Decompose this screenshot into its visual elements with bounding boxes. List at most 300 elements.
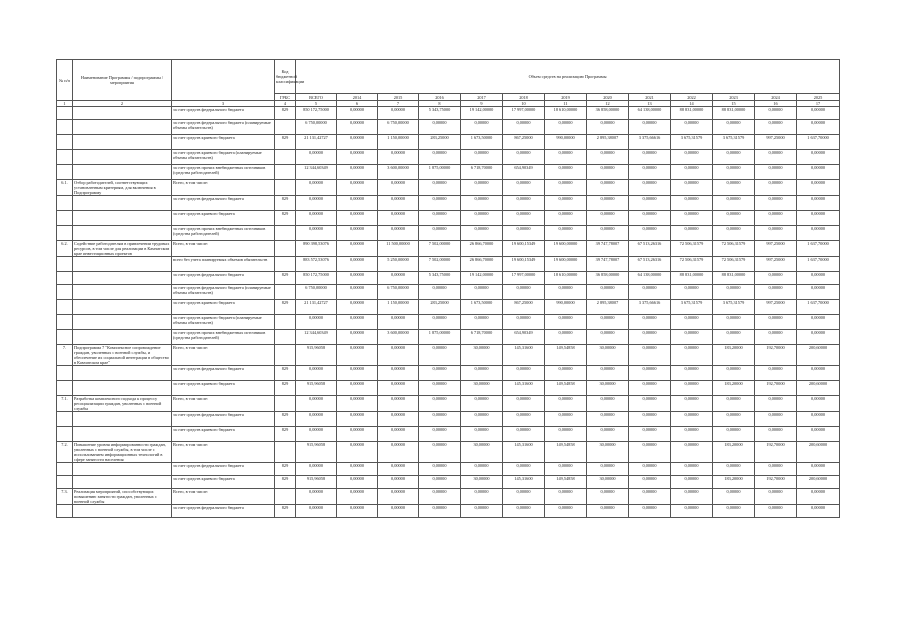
row-value: 0,00000 — [629, 381, 671, 396]
row-value: 64 138,00000 — [629, 272, 671, 285]
row-value: 3 675,31579 — [671, 135, 713, 150]
row-value: 0,00000 — [419, 211, 461, 226]
row-name: Отбор работодателей, соответствующих установленным критериям, для включения в Подпрограмму — [73, 180, 172, 196]
row-value: 915,96058 — [296, 476, 337, 489]
row-grbs-code — [275, 345, 296, 366]
row-value: 192,70000 — [755, 381, 797, 396]
table-row — [57, 150, 840, 165]
row-value: 0,00000 — [755, 330, 797, 345]
row-value: 0,00000 — [671, 463, 713, 476]
row-grbs-code: 829 — [275, 135, 296, 150]
row-value: 0,00000 — [503, 489, 545, 505]
column-index: 14 — [671, 101, 713, 107]
row-value: 0,00000 — [545, 150, 587, 165]
row-funding-source: за счет средств федерального бюджета — [172, 463, 275, 476]
row-funding-source: Всего, в том числе: — [172, 345, 275, 366]
table-row — [57, 211, 840, 226]
row-value: 0,00000 — [337, 412, 378, 427]
row-value: 0,00000 — [629, 412, 671, 427]
row-value: 0,00000 — [545, 396, 587, 412]
row-value: 0,00000 — [337, 489, 378, 505]
row-value: 0,00000 — [378, 381, 419, 396]
row-value: 3 600,00000 — [378, 330, 419, 345]
row-funding-source: за счет средств краевого бюджета — [172, 211, 275, 226]
row-value: 0,00000 — [545, 489, 587, 505]
row-value: 0,00000 — [671, 366, 713, 381]
row-value: 0,00000 — [587, 330, 629, 345]
row-name — [73, 381, 172, 396]
row-value: 0,00000 — [461, 150, 503, 165]
row-value: 0,00000 — [587, 226, 629, 241]
row-value: 0,00000 — [713, 396, 755, 412]
row-value: 0,00000 — [378, 476, 419, 489]
row-value: 0,00000 — [545, 196, 587, 211]
row-value: 0,00000 — [378, 489, 419, 505]
row-value: 0,00000 — [545, 366, 587, 381]
row-value: 0,00000 — [503, 211, 545, 226]
row-value: 192,70000 — [755, 345, 797, 366]
row-grbs-code: 829 — [275, 463, 296, 476]
row-value: 283,25000 — [419, 300, 461, 315]
row-value: 0,00000 — [671, 442, 713, 463]
row-value: 0,00000 — [419, 345, 461, 366]
row-name: Содействие работодателям в привлечении трудовых ресурсов, в том числе для реализации в Камчатском крае инвестиционных проектов — [73, 241, 172, 257]
row-value: 0,00000 — [337, 272, 378, 285]
row-funding-source: за счет средств федерального бюджета (планируемые объемы обязательств) — [172, 285, 275, 300]
row-value: 0,00000 — [713, 165, 755, 180]
row-value: 26 866,70000 — [461, 241, 503, 257]
row-value: 0,00000 — [337, 241, 378, 257]
row-value: 0,00000 — [797, 285, 840, 300]
row-value: 0,00000 — [587, 412, 629, 427]
row-value: 5 343,75000 — [419, 272, 461, 285]
row-funding-source: за счет средств федерального бюджета — [172, 272, 275, 285]
row-value: 0,00000 — [797, 396, 840, 412]
row-value: 0,00000 — [378, 463, 419, 476]
header-year: 2024 — [755, 94, 797, 101]
row-number — [57, 300, 73, 315]
row-value: 0,00000 — [671, 412, 713, 427]
row-value: 0,00000 — [296, 180, 337, 196]
row-value: 0,00000 — [755, 107, 797, 120]
row-value: 0,00000 — [797, 427, 840, 442]
header-year: 2018 — [503, 94, 545, 101]
table-row — [57, 272, 840, 285]
row-value: 0,00000 — [587, 315, 629, 330]
row-value: 0,00000 — [671, 165, 713, 180]
row-value: 0,00000 — [545, 505, 587, 518]
header-num: № п/п — [57, 60, 73, 101]
row-value: 1 637,70000 — [797, 300, 840, 315]
row-funding-source: Всего, в том числе: — [172, 396, 275, 412]
row-value: 0,00000 — [337, 226, 378, 241]
row-name — [73, 285, 172, 300]
row-funding-source: за счет средств федерального бюджета — [172, 412, 275, 427]
row-value: 0,00000 — [419, 315, 461, 330]
row-value: 0,00000 — [797, 366, 840, 381]
row-value: 0,00000 — [797, 489, 840, 505]
row-value: 0,00000 — [755, 315, 797, 330]
row-value: 0,00000 — [671, 330, 713, 345]
row-value: 990,00000 — [545, 135, 587, 150]
row-value: 19 600,15349 — [503, 241, 545, 257]
row-value: 200,60000 — [797, 476, 840, 489]
header-year: 2014 — [337, 94, 378, 101]
row-funding-source: Всего, в том числе: — [172, 180, 275, 196]
header-year: 2021 — [629, 94, 671, 101]
row-value: 0,00000 — [545, 285, 587, 300]
column-index: 2 — [73, 101, 172, 107]
row-value: 3 600,00000 — [378, 165, 419, 180]
row-name: Подпрограмма 7 "Комплексное сопровождение граждан, уволенных с военной службы, и обеспечение их социальной интеграции в общество в Камчатском крае" — [73, 345, 172, 366]
row-value: 0,00000 — [587, 165, 629, 180]
row-grbs-code: 829 — [275, 196, 296, 211]
row-value: 0,00000 — [337, 315, 378, 330]
row-value: 2 895,38007 — [587, 135, 629, 150]
row-value: 6 750,00000 — [296, 120, 337, 135]
row-value: 0,00000 — [378, 396, 419, 412]
row-value: 0,00000 — [629, 345, 671, 366]
row-value: 67 513,26316 — [629, 241, 671, 257]
table-row — [57, 196, 840, 211]
row-value: 0,00000 — [337, 476, 378, 489]
table-row — [57, 241, 840, 257]
row-grbs-code: 829 — [275, 505, 296, 518]
row-value: 39 747,78007 — [587, 241, 629, 257]
row-value: 0,00000 — [419, 120, 461, 135]
row-value: 890 398,53076 — [296, 241, 337, 257]
table-row — [57, 476, 840, 489]
table-row — [57, 345, 840, 366]
column-index: 11 — [545, 101, 587, 107]
row-value: 0,00000 — [461, 315, 503, 330]
row-value: 0,00000 — [461, 412, 503, 427]
row-number — [57, 120, 73, 135]
row-value: 0,00000 — [629, 150, 671, 165]
row-value: 0,00000 — [503, 285, 545, 300]
row-value: 0,00000 — [629, 180, 671, 196]
row-value: 0,00000 — [545, 180, 587, 196]
row-grbs-code: 829 — [275, 427, 296, 442]
table-row — [57, 120, 840, 135]
row-value: 0,00000 — [337, 150, 378, 165]
header-grbs: ГРБС — [275, 94, 296, 101]
header-year: 2023 — [713, 94, 755, 101]
column-index: 4 — [275, 101, 296, 107]
row-value: 0,00000 — [296, 505, 337, 518]
row-value: 0,00000 — [713, 489, 755, 505]
row-value: 0,00000 — [419, 196, 461, 211]
row-value: 88 831,00000 — [713, 107, 755, 120]
row-grbs-code: 829 — [275, 476, 296, 489]
row-name — [73, 150, 172, 165]
row-value: 915,96058 — [296, 345, 337, 366]
row-value: 0,00000 — [671, 505, 713, 518]
row-value: 0,00000 — [461, 396, 503, 412]
row-number: 7.3. — [57, 489, 73, 505]
row-value: 1 875,00000 — [419, 330, 461, 345]
row-value: 0,00000 — [378, 345, 419, 366]
row-value: 0,00000 — [755, 489, 797, 505]
row-value: 0,00000 — [671, 196, 713, 211]
row-value: 0,00000 — [629, 211, 671, 226]
table-row — [57, 300, 840, 315]
table-row — [57, 257, 840, 272]
row-value: 5 250,00000 — [378, 257, 419, 272]
column-index: 13 — [629, 101, 671, 107]
row-value: 0,00000 — [296, 427, 337, 442]
row-value: 0,00000 — [461, 285, 503, 300]
row-grbs-code — [275, 442, 296, 463]
row-number: 7. — [57, 345, 73, 366]
row-value: 0,00000 — [587, 196, 629, 211]
row-name — [73, 315, 172, 330]
row-name: Разработка комплексного подхода к процессу ресоциализации граждан, уволенных с военной службы — [73, 396, 172, 412]
row-value: 0,00000 — [378, 107, 419, 120]
header-total: ВСЕГО — [296, 94, 337, 101]
row-value: 12 344,60349 — [296, 330, 337, 345]
header-blank — [172, 60, 275, 101]
row-value: 0,00000 — [378, 211, 419, 226]
row-value: 0,00000 — [545, 412, 587, 427]
row-value: 1 875,00000 — [419, 165, 461, 180]
row-value: 850 172,75000 — [296, 107, 337, 120]
row-grbs-code — [275, 226, 296, 241]
row-funding-source: за счет средств прочих внебюджетных источников (средства работодателей) — [172, 165, 275, 180]
column-index: 10 — [503, 101, 545, 107]
row-number — [57, 381, 73, 396]
column-index: 17 — [797, 101, 840, 107]
row-value: 0,00000 — [461, 226, 503, 241]
row-value: 0,00000 — [671, 180, 713, 196]
row-value: 0,00000 — [461, 120, 503, 135]
row-value: 0,00000 — [587, 463, 629, 476]
row-value: 997,25000 — [755, 135, 797, 150]
row-name — [73, 505, 172, 518]
row-value: 0,00000 — [797, 330, 840, 345]
row-number — [57, 150, 73, 165]
row-value: 0,00000 — [671, 345, 713, 366]
column-index: 16 — [755, 101, 797, 107]
column-index: 15 — [713, 101, 755, 107]
header-volume: Объем средств на реализацию Программы — [296, 60, 840, 94]
row-value: 0,00000 — [419, 396, 461, 412]
row-value: 0,00000 — [755, 226, 797, 241]
row-value: 0,00000 — [587, 366, 629, 381]
row-value: 0,00000 — [503, 120, 545, 135]
row-number — [57, 366, 73, 381]
row-grbs-code — [275, 396, 296, 412]
row-funding-source: за счет средств федерального бюджета — [172, 366, 275, 381]
row-value: 0,00000 — [419, 427, 461, 442]
row-grbs-code: 829 — [275, 412, 296, 427]
row-value: 0,00000 — [713, 505, 755, 518]
row-value: 0,00000 — [713, 330, 755, 345]
row-value: 883 572,53076 — [296, 257, 337, 272]
row-value: 1 150,00000 — [378, 135, 419, 150]
row-value: 30,00000 — [587, 442, 629, 463]
row-value: 0,00000 — [337, 396, 378, 412]
header-budget-class: Код бюджетной классификации — [275, 60, 296, 94]
row-value: 3 675,31579 — [713, 135, 755, 150]
row-value: 0,00000 — [587, 427, 629, 442]
row-value: 36 858,00000 — [587, 107, 629, 120]
row-value: 0,00000 — [797, 463, 840, 476]
row-value: 3 375,66616 — [629, 135, 671, 150]
row-value: 0,00000 — [337, 330, 378, 345]
row-value: 0,00000 — [629, 226, 671, 241]
row-value: 0,00000 — [629, 315, 671, 330]
row-number — [57, 505, 73, 518]
row-name — [73, 211, 172, 226]
row-grbs-code: 829 — [275, 107, 296, 120]
row-value: 3 675,31579 — [713, 300, 755, 315]
row-value: 183,20000 — [713, 476, 755, 489]
header-year: 2017 — [461, 94, 503, 101]
row-value: 0,00000 — [587, 120, 629, 135]
header-year: 2019 — [545, 94, 587, 101]
row-value: 0,00000 — [337, 381, 378, 396]
row-value: 145,31600 — [503, 476, 545, 489]
row-value: 0,00000 — [503, 150, 545, 165]
row-value: 0,00000 — [587, 505, 629, 518]
row-value: 0,00000 — [629, 120, 671, 135]
row-value: 0,00000 — [337, 120, 378, 135]
header-year: 2020 — [587, 94, 629, 101]
row-value: 0,00000 — [629, 366, 671, 381]
row-funding-source: за счет средств федерального бюджета — [172, 196, 275, 211]
row-number — [57, 330, 73, 345]
row-name — [73, 135, 172, 150]
row-value: 0,00000 — [797, 505, 840, 518]
row-value: 0,00000 — [419, 180, 461, 196]
row-value: 915,96058 — [296, 381, 337, 396]
row-value: 0,00000 — [378, 427, 419, 442]
row-number — [57, 476, 73, 489]
row-value: 0,00000 — [755, 505, 797, 518]
row-value: 0,00000 — [461, 505, 503, 518]
row-value: 0,00000 — [337, 463, 378, 476]
row-value: 0,00000 — [337, 285, 378, 300]
row-name — [73, 463, 172, 476]
row-value: 0,00000 — [629, 196, 671, 211]
row-value: 0,00000 — [587, 489, 629, 505]
row-number — [57, 463, 73, 476]
row-number — [57, 272, 73, 285]
row-value: 18 610,00000 — [545, 272, 587, 285]
row-value: 0,00000 — [713, 180, 755, 196]
row-value: 7 502,00000 — [419, 241, 461, 257]
row-grbs-code — [275, 241, 296, 257]
row-funding-source: за счет средств краевого бюджета — [172, 427, 275, 442]
row-funding-source: за счет средств краевого бюджета (планируемые объемы обязательств) — [172, 315, 275, 330]
row-value: 6 750,00000 — [378, 285, 419, 300]
row-funding-source: за счет средств краевого бюджета — [172, 381, 275, 396]
row-value: 654,90349 — [503, 165, 545, 180]
row-funding-source: за счет средств федерального бюджета — [172, 107, 275, 120]
row-value: 192,70000 — [755, 442, 797, 463]
row-value: 0,00000 — [629, 442, 671, 463]
row-value: 0,00000 — [337, 345, 378, 366]
row-value: 0,00000 — [378, 150, 419, 165]
row-value: 149,54858 — [545, 442, 587, 463]
row-name — [73, 412, 172, 427]
row-value: 0,00000 — [378, 442, 419, 463]
row-value: 72 506,31579 — [713, 257, 755, 272]
row-funding-source: за счет средств краевого бюджета (планируемые объемы обязательств) — [172, 150, 275, 165]
row-value: 283,25000 — [419, 135, 461, 150]
row-value: 0,00000 — [378, 196, 419, 211]
row-value: 200,60000 — [797, 381, 840, 396]
row-value: 0,00000 — [337, 257, 378, 272]
row-grbs-code — [275, 120, 296, 135]
row-value: 26 866,70000 — [461, 257, 503, 272]
row-value: 0,00000 — [671, 381, 713, 396]
row-grbs-code — [275, 315, 296, 330]
row-value: 0,00000 — [545, 211, 587, 226]
row-value: 0,00000 — [671, 396, 713, 412]
row-value: 0,00000 — [713, 211, 755, 226]
row-value: 0,00000 — [797, 150, 840, 165]
row-number: 6.1. — [57, 180, 73, 196]
row-funding-source: за счет средств прочих внебюджетных источников (средства работодателей) — [172, 226, 275, 241]
row-value: 867,25000 — [503, 135, 545, 150]
row-value: 0,00000 — [629, 285, 671, 300]
row-value: 19 142,00000 — [461, 107, 503, 120]
row-value: 0,00000 — [337, 366, 378, 381]
row-value: 0,00000 — [671, 427, 713, 442]
row-value: 0,00000 — [419, 412, 461, 427]
row-value: 30,00000 — [461, 442, 503, 463]
row-value: 0,00000 — [629, 165, 671, 180]
row-name — [73, 196, 172, 211]
row-value: 997,25000 — [755, 300, 797, 315]
row-value: 0,00000 — [671, 226, 713, 241]
row-value: 0,00000 — [671, 211, 713, 226]
row-value: 0,00000 — [296, 366, 337, 381]
row-value: 0,00000 — [296, 211, 337, 226]
row-value: 200,60000 — [797, 345, 840, 366]
row-value: 0,00000 — [503, 412, 545, 427]
row-value: 0,00000 — [587, 396, 629, 412]
row-value: 11 500,00000 — [378, 241, 419, 257]
row-value: 0,00000 — [545, 120, 587, 135]
row-value: 0,00000 — [797, 315, 840, 330]
row-value: 0,00000 — [419, 442, 461, 463]
row-value: 149,54858 — [545, 476, 587, 489]
row-number — [57, 165, 73, 180]
row-number — [57, 107, 73, 120]
row-value: 0,00000 — [755, 366, 797, 381]
row-value: 6 750,00000 — [296, 285, 337, 300]
row-number — [57, 427, 73, 442]
row-value: 0,00000 — [587, 150, 629, 165]
row-value: 3 375,66616 — [629, 300, 671, 315]
table-row — [57, 180, 840, 196]
row-grbs-code — [275, 165, 296, 180]
row-value: 72 506,31579 — [671, 241, 713, 257]
table-row — [57, 489, 840, 505]
row-value: 0,00000 — [337, 135, 378, 150]
row-value: 0,00000 — [461, 427, 503, 442]
row-value: 0,00000 — [629, 463, 671, 476]
row-number — [57, 285, 73, 300]
row-value: 0,00000 — [545, 330, 587, 345]
row-value: 21 131,42727 — [296, 135, 337, 150]
row-value: 0,00000 — [419, 226, 461, 241]
table-row — [57, 165, 840, 180]
row-funding-source: за счет средств федерального бюджета — [172, 505, 275, 518]
